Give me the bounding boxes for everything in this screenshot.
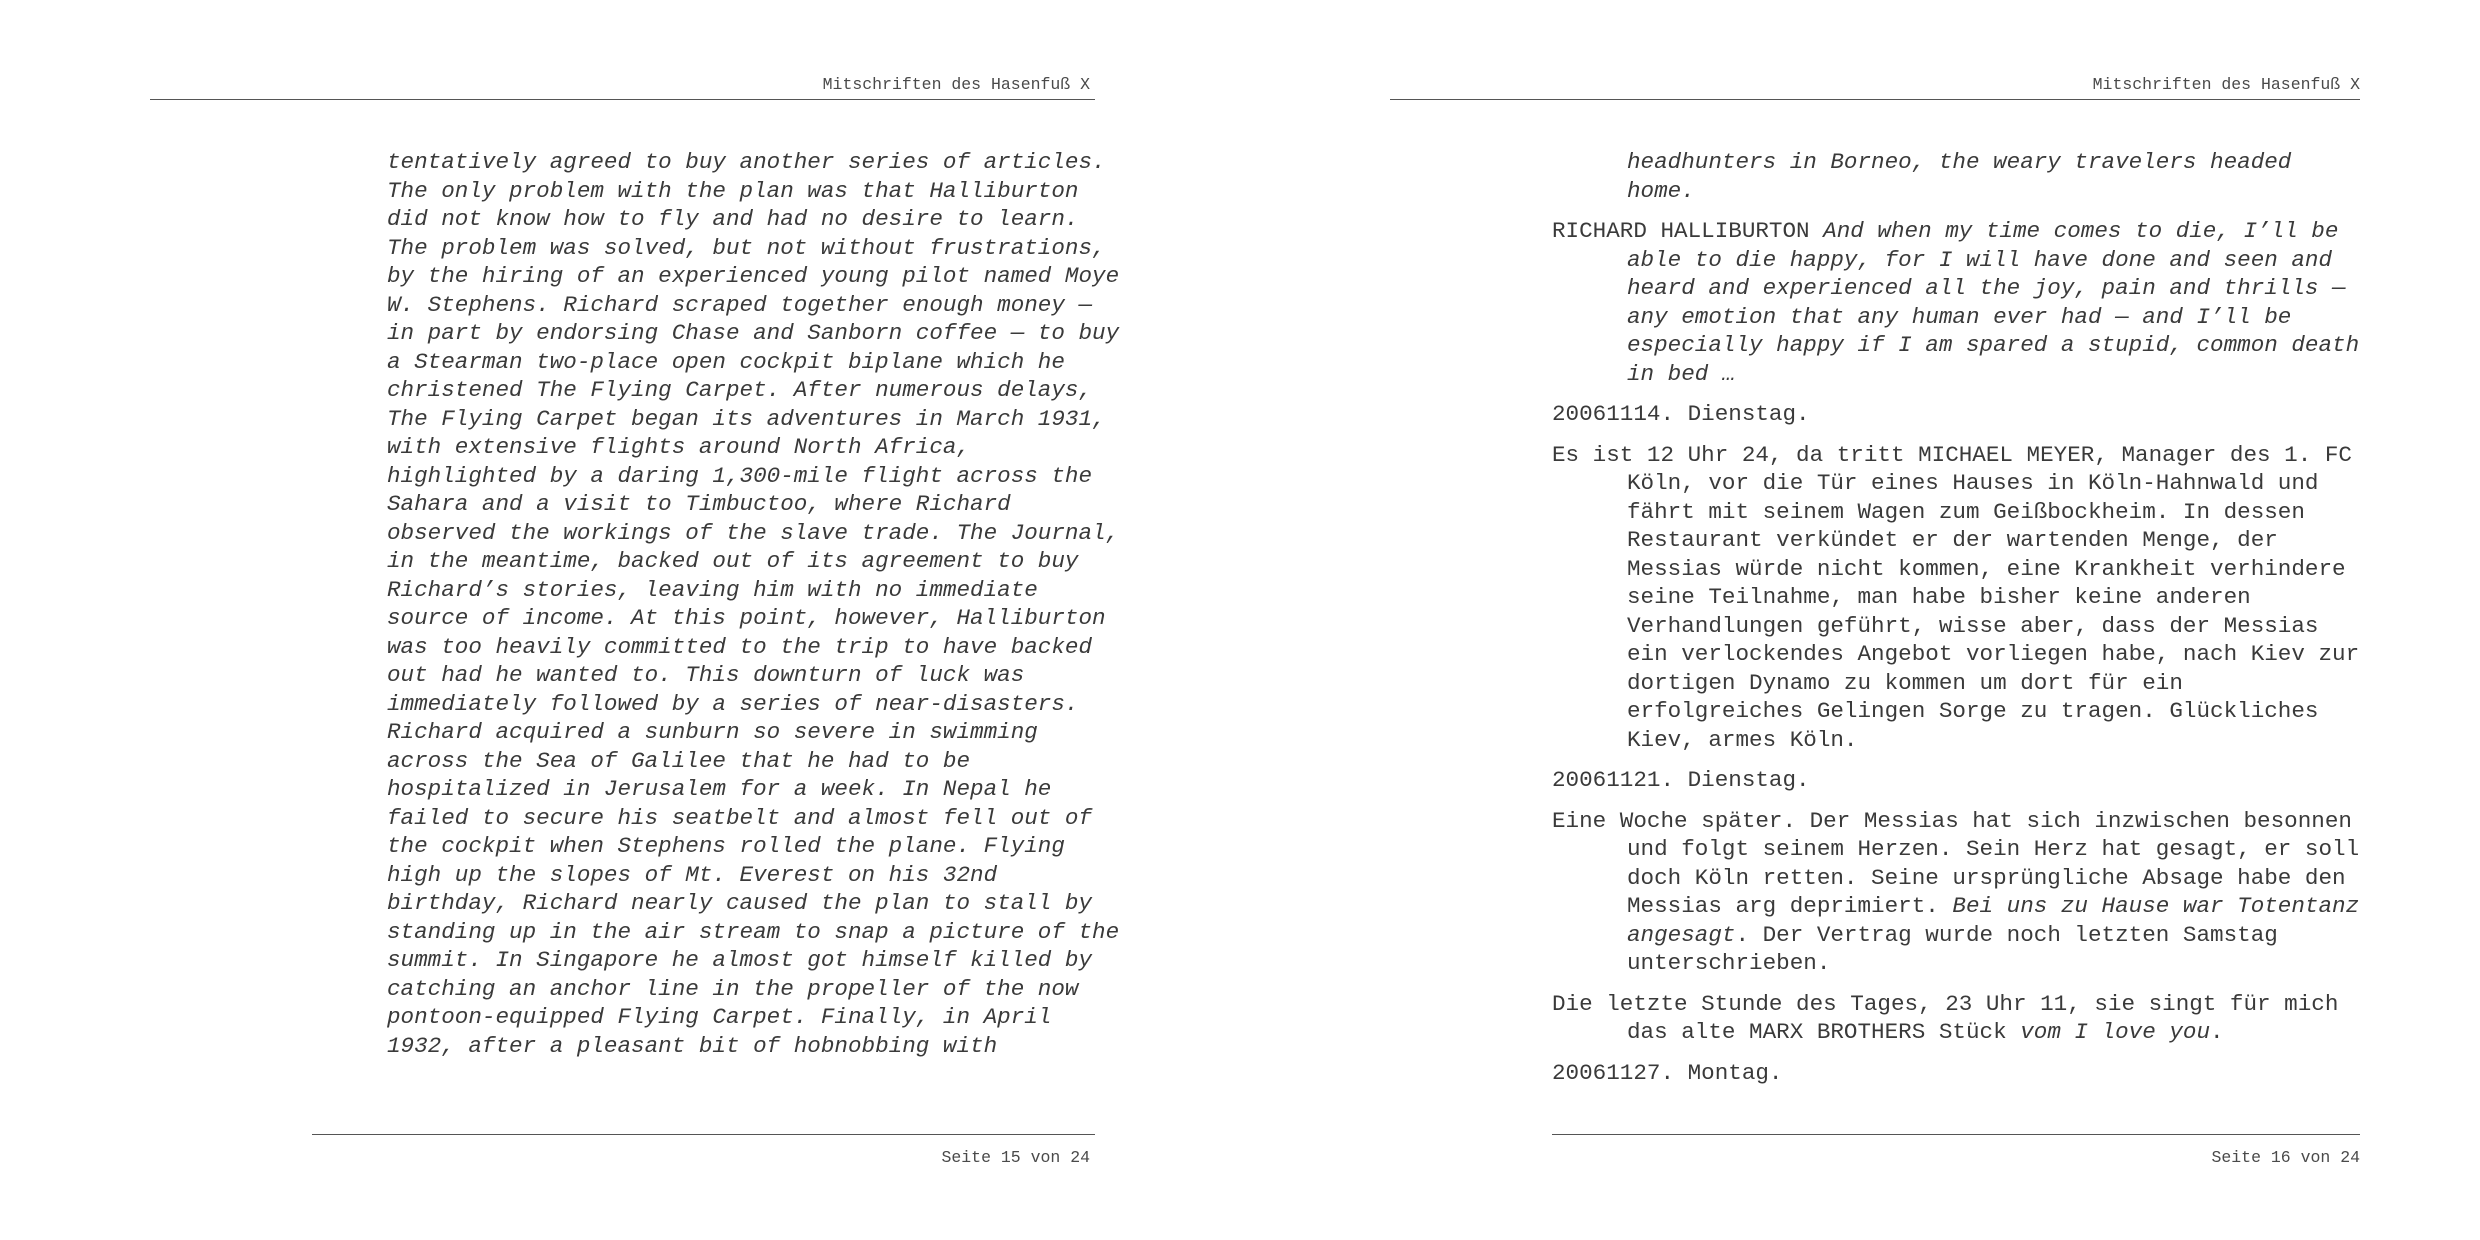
text-span: . <box>2210 1019 2224 1045</box>
text-line: in the meantime, backed out of its agreement to buy <box>387 548 1079 574</box>
text-span: doch Köln retten. Seine ursprüngliche Absage habe den <box>1627 864 2346 891</box>
text-line <box>1552 177 2382 206</box>
text-line <box>1552 892 2382 921</box>
italic-text: especially happy if I am spared a stupid, common death <box>1627 332 2360 358</box>
text-line: Richard acquired a sunburn so severe in swimming <box>387 719 1038 745</box>
text-span: Messias arg deprimiert. <box>1627 893 1953 919</box>
paragraph <box>1552 441 2382 755</box>
footer-rule <box>1552 1134 2360 1135</box>
text-line: W. Stephens. Richard scraped together enough money — <box>387 291 1093 318</box>
paragraph <box>1552 1059 2382 1088</box>
italic-text: in bed … <box>1627 360 1736 387</box>
text-line <box>1552 612 2382 641</box>
page-body <box>387 148 1120 1060</box>
text-line <box>1552 807 2382 836</box>
text-span: RICHARD HALLIBURTON <box>1552 218 1824 244</box>
text-line <box>1552 990 2382 1019</box>
text-line: a Stearman two-place open cockpit biplane which he <box>387 348 1065 375</box>
text-line: hospitalized in Jerusalem for a week. In Nepal he <box>387 776 1052 802</box>
text-span: . Der Vertrag wurde noch letzten Samstag <box>1735 921 2278 948</box>
text-line: The Flying Carpet began its adventures in March 1931, <box>387 405 1106 432</box>
text-span: Restaurant verkündet er der wartenden Menge, der <box>1627 527 2278 553</box>
text-span: Köln, vor die Tür eines Hauses in Köln-Hahnwald und <box>1627 470 2319 496</box>
text-line: pontoon-equipped Flying Carpet. Finally, in April <box>387 1004 1052 1030</box>
text-span: Eine Woche später. Der Messias hat sich inzwischen besonnen <box>1552 807 2352 834</box>
page-body <box>1552 148 2382 1099</box>
paragraph <box>1552 400 2382 429</box>
text-line: The problem was solved, but not without frustrations, <box>387 234 1106 261</box>
text-line <box>1552 469 2382 498</box>
text-line: birthday, Richard nearly caused the plan to stall by <box>387 890 1093 916</box>
text-span: dortigen Dynamo zu kommen um dort für ein <box>1627 669 2183 696</box>
text-line: the cockpit when Stephens rolled the plane. Flying <box>387 833 1065 859</box>
text-line: in part by endorsing Chase and Sanborn coffee — to buy <box>387 320 1120 346</box>
italic-text: headhunters in Borneo, the weary travelers headed <box>1627 149 2292 175</box>
text-span: ein verlockendes Angebot vorliegen habe, nach Kiev zur <box>1627 641 2360 667</box>
paragraph <box>1552 990 2382 1047</box>
footer-rule <box>312 1134 1095 1135</box>
text-line <box>1552 949 2382 978</box>
text-line <box>1552 835 2382 864</box>
text-line <box>1552 274 2382 303</box>
header-rule <box>150 99 1095 100</box>
text-line: 1932, after a pleasant bit of hobnobbing with <box>387 1032 998 1059</box>
text-line <box>1552 921 2382 950</box>
italic-text: And when my time comes to die, I’ll be <box>1823 218 2339 244</box>
text-line <box>1552 246 2382 275</box>
text-line: highlighted by a daring 1,300-mile flight across the <box>387 462 1093 489</box>
paragraph <box>1552 148 2382 205</box>
text-line <box>1552 303 2382 332</box>
text-span: das alte MARX BROTHERS Stück <box>1627 1019 2021 1045</box>
text-line <box>1552 498 2382 527</box>
text-line: across the Sea of Galilee that he had to be <box>387 747 971 774</box>
text-span: Die letzte Stunde des Tages, 23 Uhr 11, sie singt für mich <box>1552 990 2339 1017</box>
text-span: seine Teilnahme, man habe bisher keine anderen <box>1627 584 2251 610</box>
text-span: fährt mit seinem Wagen zum Geißbockheim. In dessen <box>1627 498 2305 525</box>
text-line <box>1552 640 2382 669</box>
text-line: christened The Flying Carpet. After numerous delays, <box>387 377 1093 403</box>
text-line: standing up in the air stream to snap a picture of the <box>387 918 1120 945</box>
italic-text: Bei uns zu Hause war Totentanz <box>1952 893 2360 919</box>
text-line: The only problem with the plan was that Halliburton <box>387 177 1079 204</box>
text-line: catching an anchor line in the propeller of the now <box>387 975 1079 1002</box>
text-line: observed the workings of the slave trade. The Journal, <box>387 519 1120 546</box>
text-line: Richard’s stories, leaving him with no immediate <box>387 576 1038 603</box>
italic-text: home. <box>1627 177 1695 204</box>
text-line <box>1552 441 2382 470</box>
text-line <box>1552 697 2382 726</box>
text-line <box>1552 864 2382 893</box>
text-line: did not know how to fly and had no desire to learn. <box>387 206 1079 232</box>
text-line: immediately followed by a series of near-disasters. <box>387 690 1079 717</box>
text-line: failed to secure his seatbelt and almost fell out of <box>387 804 1093 831</box>
text-line <box>1552 1059 2382 1088</box>
text-line <box>1552 669 2382 698</box>
header-rule <box>1390 99 2360 100</box>
text-line <box>1552 217 2382 246</box>
text-span: und folgt seinem Herzen. Sein Herz hat gesagt, er soll <box>1627 836 2360 862</box>
text-span: Es ist 12 Uhr 24, da tritt MICHAEL MEYER, Manager des 1. FC <box>1552 441 2352 468</box>
text-line <box>1552 555 2382 584</box>
right-page <box>1240 0 2480 1240</box>
text-line <box>1552 526 2382 555</box>
italic-text: heard and experienced all the joy, pain and thrills — <box>1627 275 2346 301</box>
text-span: erfolgreiches Gelingen Sorge zu tragen. Glückliches <box>1627 698 2319 724</box>
italic-text: any emotion that any human ever had — and I’ll be <box>1627 303 2292 330</box>
italic-text: able to die happy, for I will have done and seen and <box>1627 246 2333 273</box>
text-line <box>1552 400 2382 429</box>
text-line: was too heavily committed to the trip to have backed <box>387 633 1093 660</box>
text-span: Kiev, armes Köln. <box>1627 726 1858 753</box>
running-header: Mitschriften des Hasenfuß X <box>2092 75 2360 94</box>
text-line: out had he wanted to. This downturn of luck was <box>387 662 1025 688</box>
text-line <box>1552 726 2382 755</box>
text-span: 20061121. Dienstag. <box>1552 767 1810 793</box>
paragraph <box>1552 217 2382 388</box>
text-line: source of income. At this point, however, Halliburton <box>387 605 1106 631</box>
text-line <box>1552 1018 2382 1047</box>
running-header: Mitschriften des Hasenfuß X <box>822 75 1090 94</box>
text-span: 20061114. Dienstag. <box>1552 401 1810 427</box>
text-line: tentatively agreed to buy another series of articles. <box>387 149 1106 175</box>
paragraph <box>1552 766 2382 795</box>
italic-text: angesagt <box>1627 921 1736 948</box>
text-line <box>1552 766 2382 795</box>
text-span: Messias würde nicht kommen, eine Krankheit verhindere <box>1627 555 2346 582</box>
text-line <box>1552 583 2382 612</box>
text-span: unterschrieben. <box>1627 950 1831 976</box>
page-number: Seite 15 von 24 <box>941 1148 1090 1167</box>
text-line: by the hiring of an experienced young pilot named Moye <box>387 263 1120 289</box>
text-span: Verhandlungen geführt, wisse aber, dass der Messias <box>1627 612 2319 639</box>
paragraph <box>1552 807 2382 978</box>
text-line: high up the slopes of Mt. Everest on his 32nd <box>387 861 998 888</box>
text-line <box>1552 331 2382 360</box>
text-line: with extensive flights around North Africa, <box>387 434 971 460</box>
text-span: 20061127. Montag. <box>1552 1059 1783 1086</box>
page-number: Seite 16 von 24 <box>2211 1148 2360 1167</box>
text-line <box>1552 360 2382 389</box>
text-line <box>1552 148 2382 177</box>
italic-text: vom I love you <box>2020 1019 2211 1045</box>
text-line: Sahara and a visit to Timbuctoo, where Richard <box>387 491 1011 517</box>
text-line: summit. In Singapore he almost got himself killed by <box>387 947 1093 973</box>
